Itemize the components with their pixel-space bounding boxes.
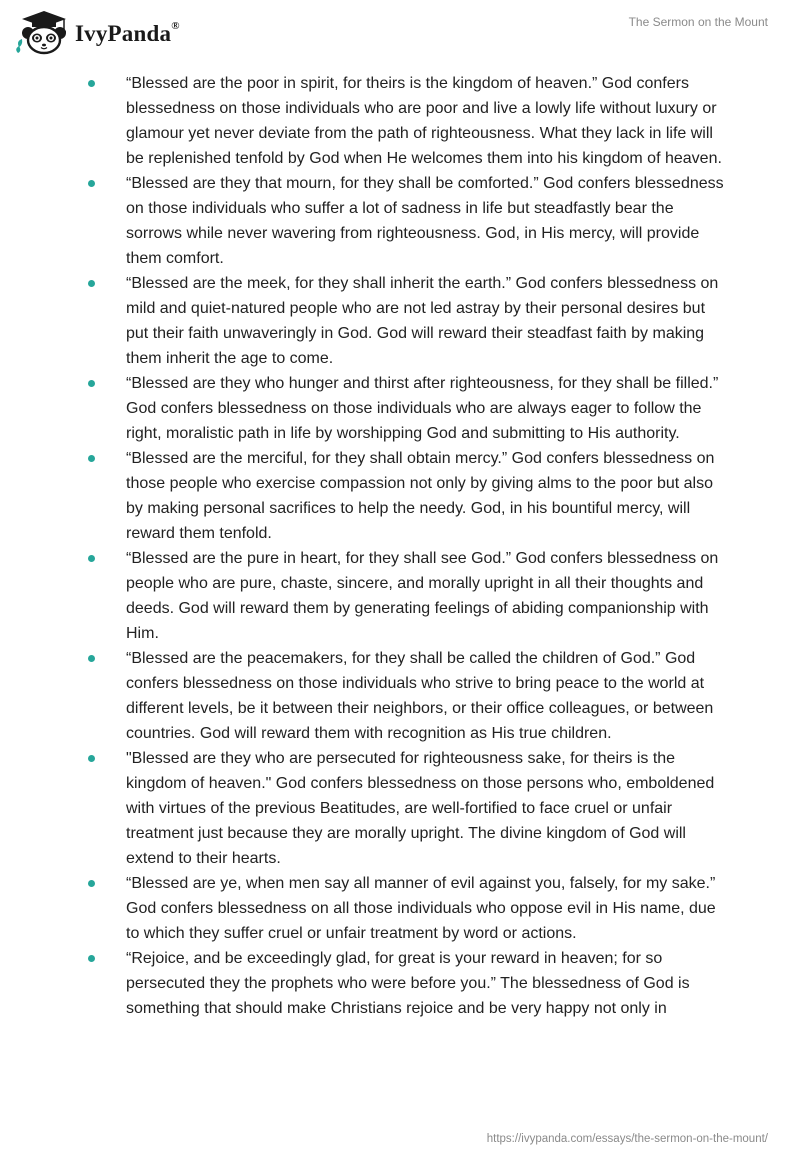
list-item: “Blessed are the merciful, for they shall obtain mercy.” God confers blessedness on those people who exercise compassion not only by giving alms to the poor but also by making personal sacrifices to help the needy. God, in his bountiful mercy, will reward them tenfold. — [0, 446, 800, 546]
bullet-icon — [88, 380, 95, 387]
bullet-icon — [88, 555, 95, 562]
bullet-icon — [88, 755, 95, 762]
document-title: The Sermon on the Mount — [628, 15, 768, 29]
list-item: “Blessed are the poor in spirit, for theirs is the kingdom of heaven.” God confers blessedness on those individuals who are poor and live a lowly life without luxury or glamour yet never deviate from the path of righteousness. What they lack in life will be replenished tenfold by God when He welcomes them into his kingdom of heaven. — [0, 71, 800, 171]
source-url[interactable]: https://ivypanda.com/essays/the-sermon-on-the-mount/ — [486, 1133, 768, 1145]
beatitudes-list — [0, 71, 800, 1021]
list-item: “Blessed are the meek, for they shall inherit the earth.” God confers blessedness on mild and quiet-natured people who are not led astray by their personal desires but put their faith unwaveringly in God. God will reward their steadfast faith by making them inherit the age to come. — [0, 271, 800, 371]
list-item: “Blessed are they who hunger and thirst after righteousness, for they shall be filled.” God confers blessedness on those individuals who are always eager to follow the right, moralistic path in life by worshipping God and submitting to His authority. — [0, 371, 800, 446]
essay-content — [0, 71, 800, 1021]
bullet-icon — [88, 280, 95, 287]
list-item: “Blessed are the peacemakers, for they shall be called the children of God.” God confers blessedness on those individuals who strive to bring peace to the world at different levels, be it between their neighbors, or their office colleagues, or between countries. God will reward them with recognition as His true children. — [0, 646, 800, 746]
list-item: “Blessed are ye, when men say all manner of evil against you, falsely, for my sake.” God confers blessedness on all those individuals who oppose evil in His name, due to which they suffer cruel or unfair treatment by word or actions. — [0, 871, 800, 946]
bullet-icon — [88, 955, 95, 962]
list-item: "Blessed are they who are persecuted for righteousness sake, for theirs is the kingdom of heaven." God confers blessedness on those persons who, emboldened with virtues of the previous Beatitudes, are well-fortified to face cruel or unfair treatment just because they are morally upright. The divine kingdom of God will extend to their hearts. — [0, 746, 800, 871]
panda-graduate-icon — [14, 9, 76, 55]
bullet-icon — [88, 80, 95, 87]
ivypanda-logo[interactable] — [14, 9, 204, 55]
bullet-icon — [88, 880, 95, 887]
list-item: “Blessed are the pure in heart, for they shall see God.” God confers blessedness on people who are pure, chaste, sincere, and morally upright in all their thoughts and deeds. God will reward them by generating feelings of abiding companionship with Him. — [0, 546, 800, 646]
list-item: “Rejoice, and be exceedingly glad, for great is your reward in heaven; for so persecuted they the prophets who were before you.” The blessedness of God is something that should make Christians rejoice and be very happy not only in — [0, 946, 800, 1021]
brand-name: IvyPanda® — [75, 20, 180, 46]
bullet-icon — [88, 180, 95, 187]
list-item: “Blessed are they that mourn, for they shall be comforted.” God confers blessedness on those individuals who suffer a lot of sadness in life but steadfastly bear the sorrows while never wavering from righteousness. God, in His mercy, will provide them comfort. — [0, 171, 800, 271]
bullet-icon — [88, 655, 95, 662]
bullet-icon — [88, 455, 95, 462]
page-header — [0, 0, 800, 60]
